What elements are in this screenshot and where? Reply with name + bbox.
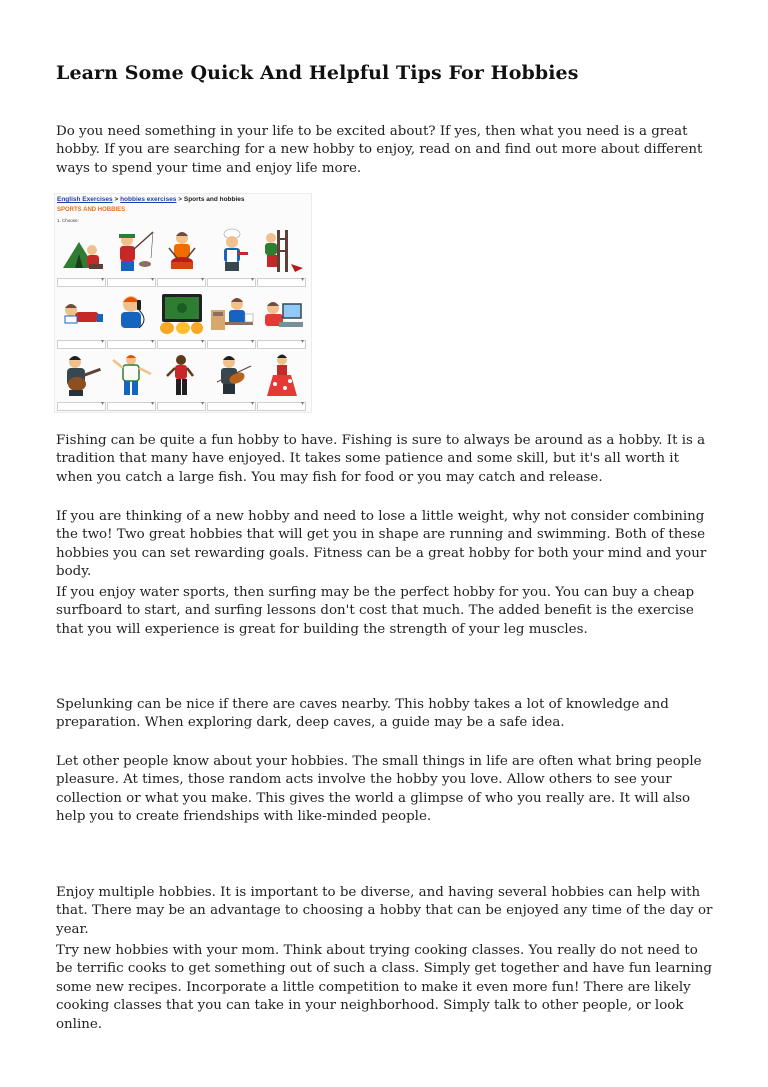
answer-select[interactable] [107,402,156,411]
hobby-picture-computer [257,290,307,350]
dancing-icon [109,352,155,398]
hobby-picture-dancing [107,352,157,412]
paragraph-sharing: Let other people know about your hobbies. The small things in life are often what bring people pleasure. At times, those random acts involve the hobby you love. Allow others to see your collection or what you make. This gives the world a glimpse of who you really are. It will also help you to create friendships with like-minded people. [56,754,702,825]
breadcrumb-current: Sports and hobbies [183,196,245,203]
answer-select[interactable] [157,340,206,349]
answer-select[interactable] [257,278,306,287]
answer-select[interactable] [157,278,206,287]
breadcrumb-separator: > [178,196,183,203]
paragraph-multiple-hobbies: Enjoy multiple hobbies. It is important to be diverse, and having several hobbies can help with that. There may be an advantage to choosing a hobby that can be enjoyed any time of the day or year. [56,885,713,937]
answer-select[interactable] [57,402,106,411]
hobby-picture-violin [207,352,257,412]
hobby-picture-camping [57,228,107,288]
page-title: Learn Some Quick And Helpful Tips For Hobbies [56,62,579,84]
hobby-picture-studying [207,290,257,350]
running-icon [159,352,205,398]
reading-icon [59,290,105,336]
answer-select[interactable] [107,278,156,287]
guitar-icon [59,352,105,398]
paragraph-surfing: If you enjoy water sports, then surfing may be the perfect hobby for you. You can buy a cheap surfboard to start, and surfing lessons don't cost that much. The added benefit is the exercise that you will experience is great for building the strength of your leg muscles. [56,585,695,637]
hobby-picture-grid [57,228,309,410]
climbing-icon [259,228,305,274]
hobby-picture-running [157,352,207,412]
paragraph-fitness: If you are thinking of a new hobby and need to lose a little weight, why not consider combining the two! Two great hobbies that will get you in shape are running and swimming. Both of these hobbies you can set rewarding goals. Fitness can be a great hobby for both your mind and your body. [56,509,707,580]
breadcrumb-separator: > [114,196,119,203]
hobby-picture-watching-tv [157,290,207,350]
paragraph-spelunking: Spelunking can be nice if there are caves nearby. This hobby takes a lot of knowledge and preparation. When exploring dark, deep caves, a guide may be a safe idea. [56,697,669,731]
hobby-picture-reading [57,290,107,350]
hobby-picture-phone [107,290,157,350]
answer-select[interactable] [157,402,206,411]
fishing-icon [109,228,155,274]
hobby-picture-fishing [107,228,157,288]
answer-select[interactable] [207,278,256,287]
breadcrumb-link-english-exercises[interactable]: English Exercises [57,196,113,203]
paragraph-mom-cooking: Try new hobbies with your mom. Think about trying cooking classes. You really do not need to be terrific cooks to get something out of such a class. Simply get together and have fun learning some new recipes. Incorporate a little competition to make it even more fun! There are likely cooking classes that you can take in your neighborhood. Simply talk to other people, or look online. [56,943,712,1032]
hobby-picture-flamenco [257,352,307,412]
paragraph-intro: Do you need something in your life to be excited about? If yes, then what you need is a great hobby. If you are searching for a new hobby to enjoy, read on and find out more about different ways to spend your time and enjoy life more. [56,124,703,176]
answer-select[interactable] [207,340,256,349]
hobby-picture-guitar [57,352,107,412]
drums-icon [159,228,205,274]
telephone-icon [109,290,155,336]
paragraph-fishing: Fishing can be quite a fun hobby to have. Fishing is sure to always be around as a hobby. It is a tradition that many have enjoyed. It takes some patience and some skill, but it's all worth it when you catch a large fish. You may fish for food or you may catch and release. [56,433,706,485]
answer-select[interactable] [57,278,106,287]
worksheet-subheading: 1. Choose: [57,218,79,223]
answer-select[interactable] [57,340,106,349]
hobbies-worksheet-image [54,193,312,413]
answer-select[interactable] [207,402,256,411]
hobby-picture-cooking [207,228,257,288]
answer-select[interactable] [257,340,306,349]
worksheet-breadcrumb [57,196,245,203]
flamenco-dancer-icon [259,352,305,398]
chef-icon [209,228,255,274]
television-icon [159,290,205,336]
computer-icon [259,290,305,336]
hobby-picture-climbing [257,228,307,288]
desk-study-icon [209,290,255,336]
answer-select[interactable] [107,340,156,349]
camping-tent-icon [59,228,105,274]
answer-select[interactable] [257,402,306,411]
violin-icon [209,352,255,398]
breadcrumb-link-hobbies-exercises[interactable]: hobbies exercises [120,196,177,203]
worksheet-heading: SPORTS AND HOBBIES [57,207,126,213]
hobby-picture-drumming [157,228,207,288]
